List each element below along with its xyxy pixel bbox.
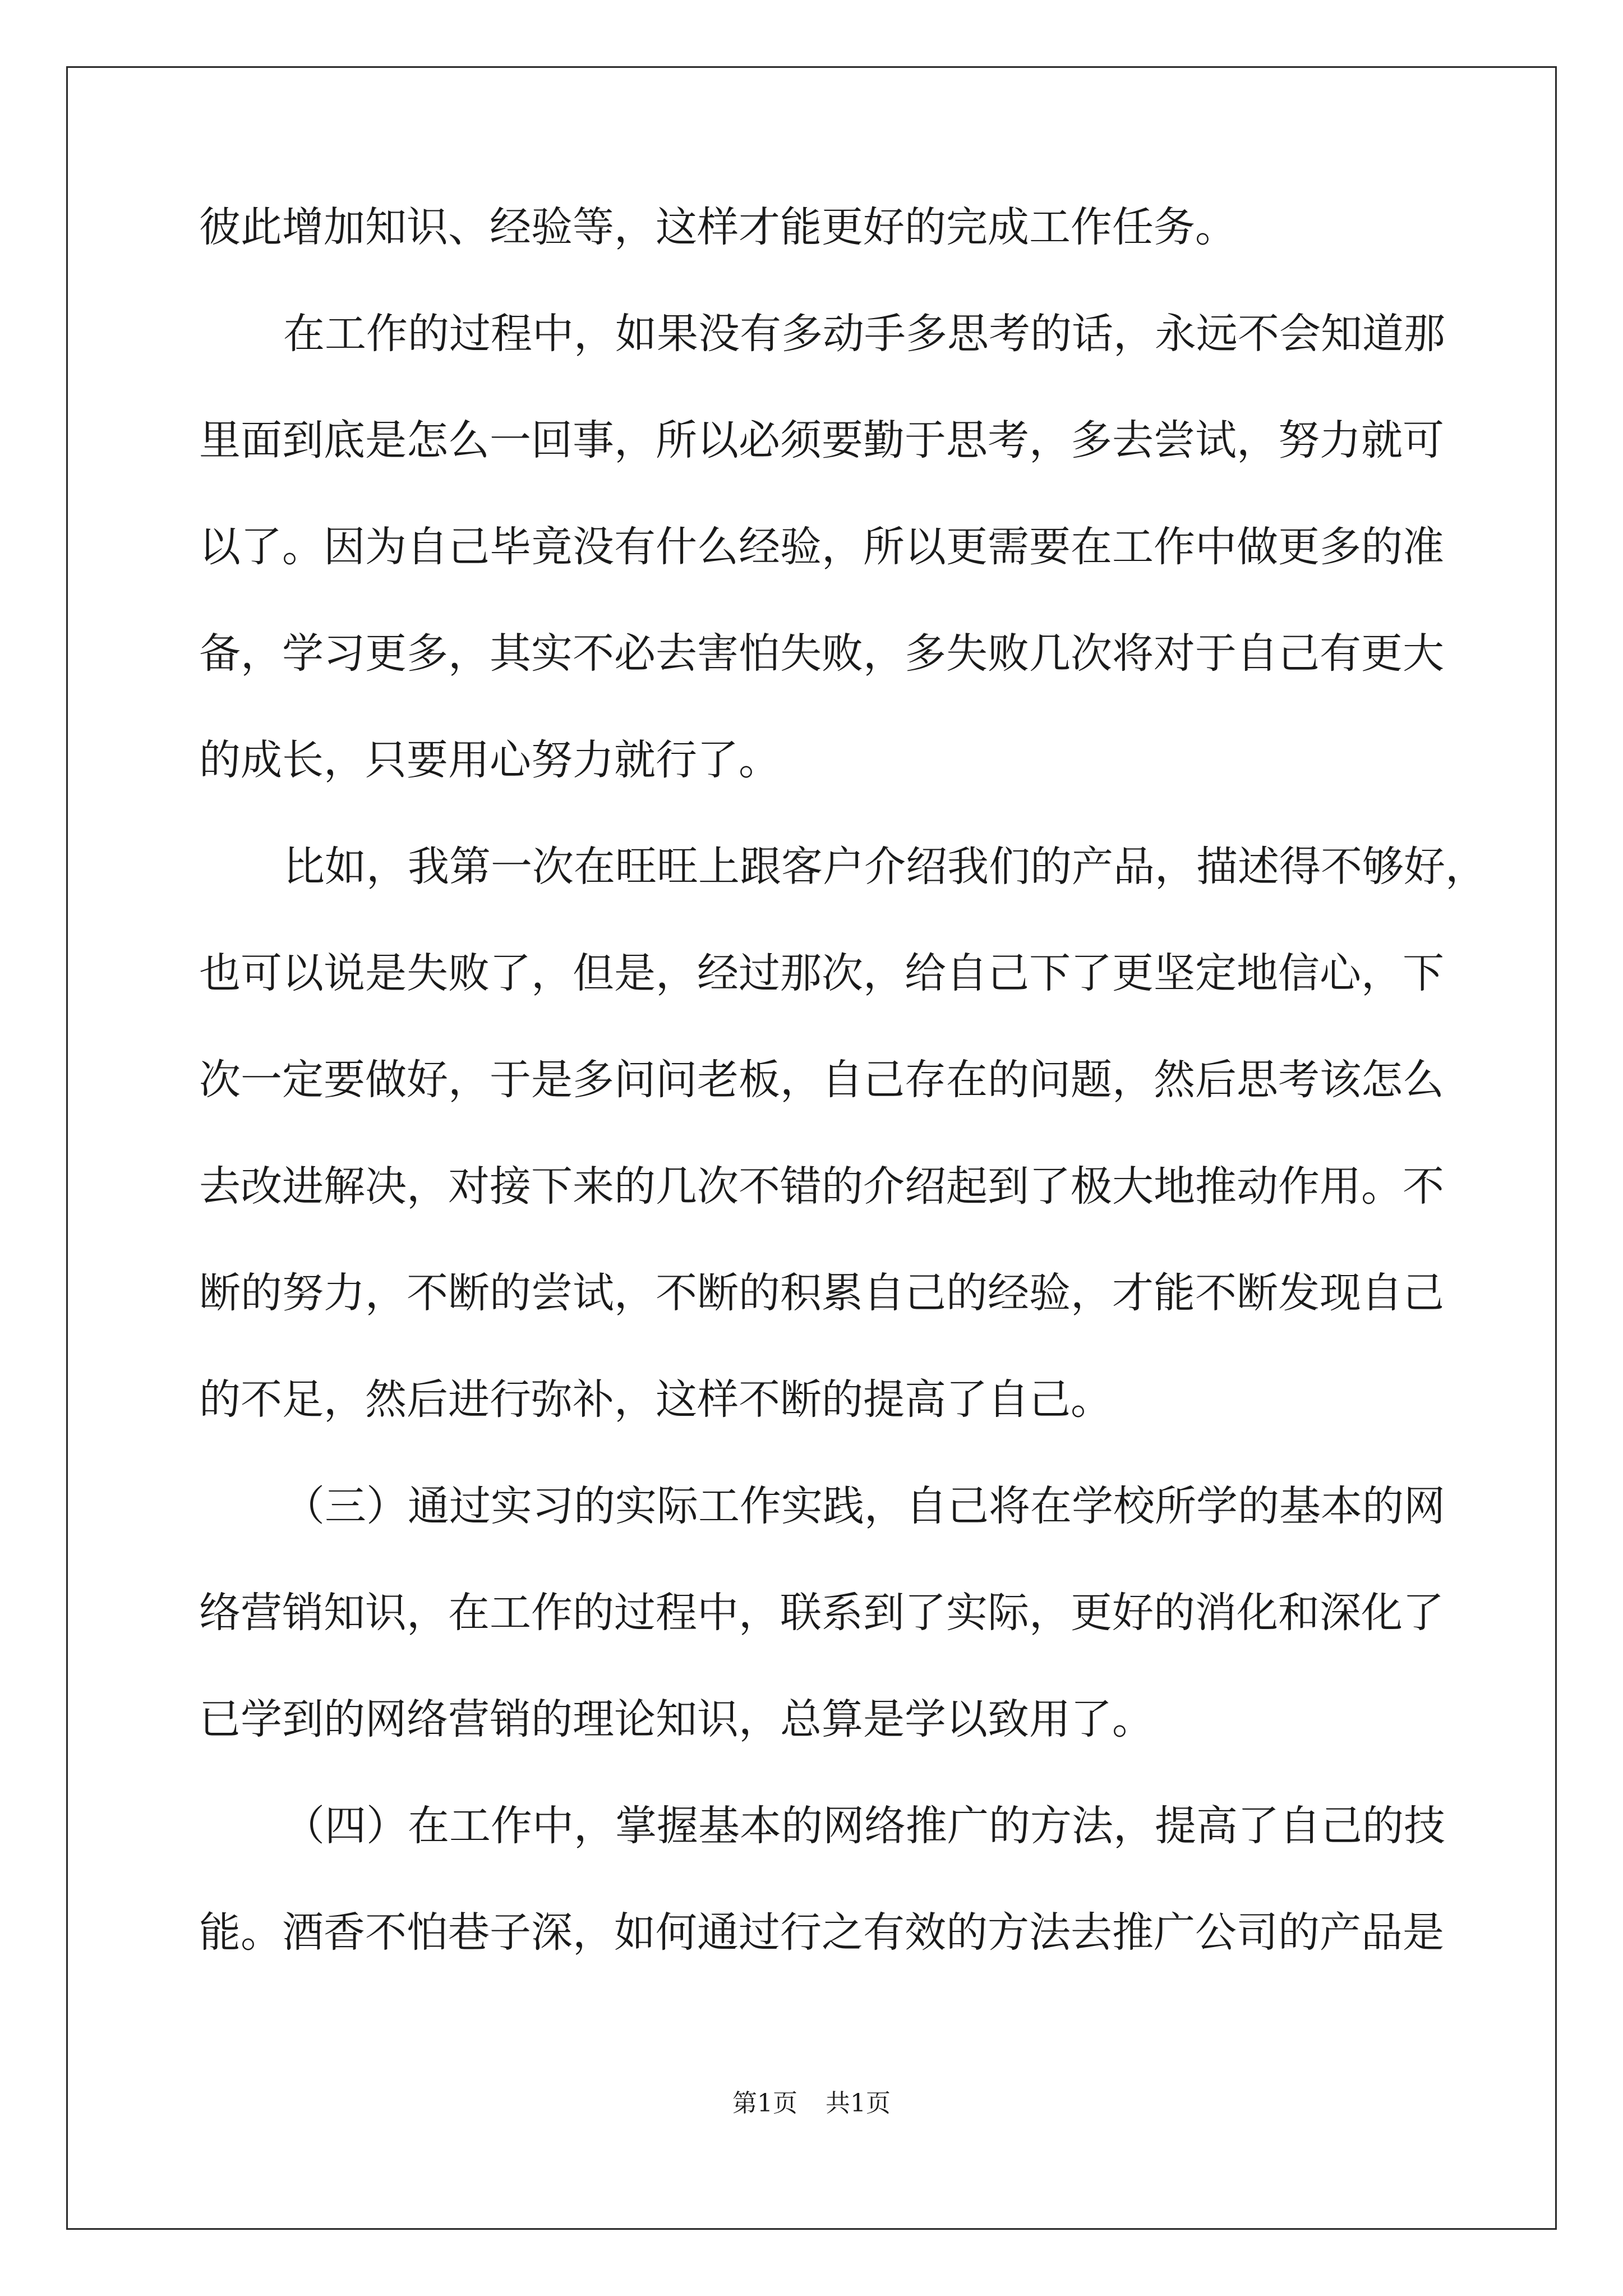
text-line: 次一定要做好，于是多问问老板，自己存在的问题，然后思考该怎么 (199, 1056, 1444, 1104)
text-line: 也可以说是失败了，但是，经过那次，给自己下了更坚定地信心，下 (199, 949, 1444, 997)
text-line: 去改进解决，对接下来的几次不错的介绍起到了极大地推动作用。不 (199, 1162, 1444, 1211)
page-number-total: 共1页 (826, 2089, 891, 2118)
text-line: 比如，我第一次在旺旺上跟客户介绍我们的产品，描述得不够好， (283, 843, 1487, 891)
text-line: 能。酒香不怕巷子深，如何通过行之有效的方法去推广公司的产品是 (199, 1908, 1444, 1957)
text-line: 彼此增加知识、经验等，这样才能更好的完成工作任务。 (199, 203, 1237, 251)
page-footer (0, 2087, 1623, 2120)
text-line: 的不足，然后进行弥补，这样不断的提高了自己。 (199, 1375, 1112, 1424)
text-line: 备，学习更多，其实不必去害怕失败，多失败几次将对于自己有更大 (199, 629, 1444, 678)
text-line: 的成长，只要用心努力就行了。 (199, 736, 780, 784)
text-line: 已学到的网络营销的理论知识，总算是学以致用了。 (199, 1695, 1154, 1743)
text-line: （三）通过实习的实际工作实践，自己将在学校所学的基本的网 (283, 1482, 1445, 1530)
text-line: 络营销知识，在工作的过程中，联系到了实际，更好的消化和深化了 (199, 1589, 1444, 1637)
text-line: （四）在工作中，掌握基本的网络推广的方法，提高了自己的技 (283, 1802, 1445, 1850)
text-line: 里面到底是怎么一回事，所以必须要勤于思考，多去尝试，努力就可 (199, 416, 1444, 464)
text-line: 断的努力，不断的尝试，不断的积累自己的经验，才能不断发现自己 (199, 1269, 1444, 1317)
text-line: 在工作的过程中，如果没有多动手多思考的话，永远不会知道那 (283, 310, 1445, 358)
page-number-current: 第1页 (732, 2089, 797, 2118)
text-line: 以了。因为自己毕竟没有什么经验，所以更需要在工作中做更多的准 (199, 523, 1444, 571)
